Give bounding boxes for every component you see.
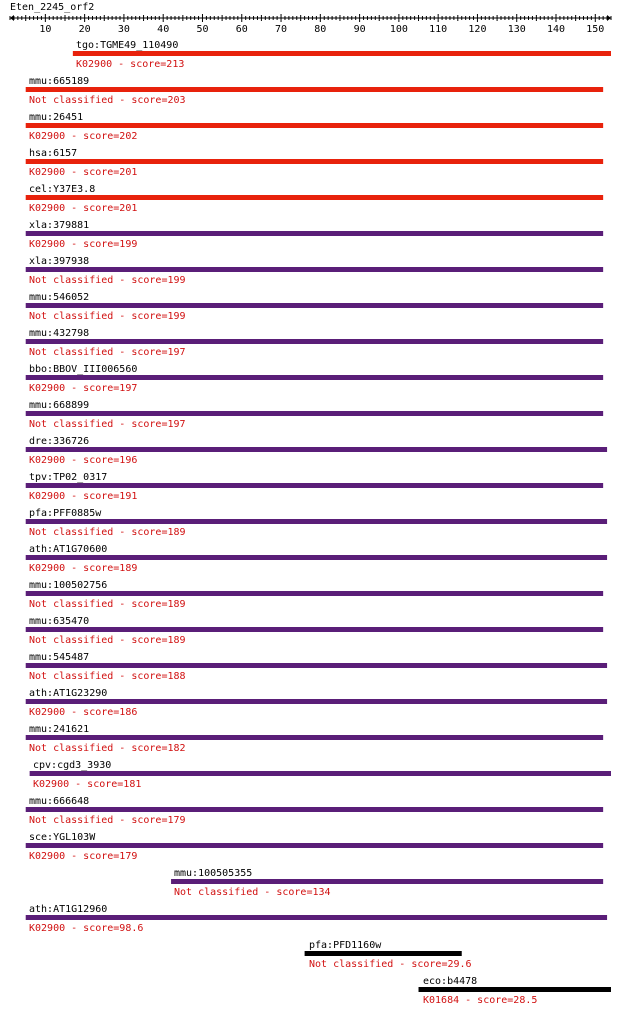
hit-row[interactable] <box>26 616 603 646</box>
axis-tick-label: 150 <box>586 24 605 35</box>
hit-row[interactable] <box>26 436 607 466</box>
hit-bar[interactable] <box>26 195 603 200</box>
ruler-axis <box>10 14 611 35</box>
hit-name[interactable]: bbo:BBOV_III006560 <box>29 364 138 375</box>
hit-bar[interactable] <box>26 699 607 704</box>
hit-name[interactable]: mmu:26451 <box>29 112 84 123</box>
hit-bar[interactable] <box>171 879 603 884</box>
hit-row[interactable] <box>26 256 603 286</box>
hit-row[interactable] <box>26 364 603 394</box>
hit-name[interactable]: mmu:665189 <box>29 76 90 87</box>
hit-subtitle: Not classified - score=203 <box>29 95 186 106</box>
hit-subtitle: K02900 - score=189 <box>29 563 138 574</box>
axis-tick-label: 70 <box>275 24 288 35</box>
hit-name[interactable]: cpv:cgd3_3930 <box>33 760 112 771</box>
hit-bar[interactable] <box>26 735 603 740</box>
hit-subtitle: K02900 - score=196 <box>29 455 138 466</box>
axis-tick-label: 20 <box>78 24 91 35</box>
hit-bar[interactable] <box>26 375 603 380</box>
hit-row[interactable] <box>26 724 603 754</box>
hit-list <box>26 40 611 1006</box>
hit-subtitle: K02900 - score=98.6 <box>29 923 144 934</box>
hit-bar[interactable] <box>26 303 603 308</box>
hit-bar[interactable] <box>26 627 603 632</box>
hit-name[interactable]: xla:397938 <box>29 256 90 267</box>
hit-row[interactable] <box>26 796 603 826</box>
hit-bar[interactable] <box>26 591 603 596</box>
hit-name[interactable]: dre:336726 <box>29 436 90 447</box>
hit-bar[interactable] <box>26 807 603 812</box>
hit-bar[interactable] <box>26 159 603 164</box>
hit-row[interactable] <box>26 400 603 430</box>
hit-subtitle: K02900 - score=179 <box>29 851 138 862</box>
hit-name[interactable]: eco:b4478 <box>423 976 478 987</box>
hit-bar[interactable] <box>26 447 607 452</box>
hit-bar[interactable] <box>26 663 607 668</box>
query-title: Eten_2245_orf2 <box>10 2 95 13</box>
hit-subtitle: K02900 - score=213 <box>76 59 185 70</box>
axis-tick-label: 130 <box>507 24 526 35</box>
axis-right-arrow <box>607 15 611 21</box>
hit-subtitle: Not classified - score=179 <box>29 815 186 826</box>
hit-name[interactable]: mmu:666648 <box>29 796 90 807</box>
hit-name[interactable]: tgo:TGME49_110490 <box>76 40 179 51</box>
hit-name[interactable]: ath:AT1G70600 <box>29 544 108 555</box>
hit-row[interactable] <box>26 688 607 718</box>
hit-name[interactable]: mmu:635470 <box>29 616 90 627</box>
hit-row[interactable] <box>26 328 603 358</box>
hit-name[interactable]: mmu:668899 <box>29 400 90 411</box>
axis-tick-label: 60 <box>235 24 248 35</box>
hit-subtitle: K02900 - score=191 <box>29 491 138 502</box>
hit-subtitle: K02900 - score=197 <box>29 383 138 394</box>
hit-row[interactable] <box>26 292 603 322</box>
axis-tick-label: 120 <box>468 24 487 35</box>
axis-tick-label: 40 <box>157 24 170 35</box>
hit-subtitle: Not classified - score=188 <box>29 671 186 682</box>
hit-subtitle: Not classified - score=189 <box>29 527 186 538</box>
hit-row[interactable] <box>73 40 611 70</box>
hit-row[interactable] <box>26 76 603 106</box>
hit-name[interactable]: pfa:PFF0885w <box>29 508 102 519</box>
hit-name[interactable]: mmu:241621 <box>29 724 90 735</box>
hit-row[interactable] <box>419 976 611 1006</box>
hit-subtitle: K01684 - score=28.5 <box>423 995 538 1006</box>
hit-name[interactable]: mmu:432798 <box>29 328 90 339</box>
hit-name[interactable]: tpv:TP02_0317 <box>29 472 108 483</box>
hit-row[interactable] <box>26 904 607 934</box>
hit-bar[interactable] <box>26 411 603 416</box>
hit-row[interactable] <box>26 112 603 142</box>
hit-row[interactable] <box>26 184 603 214</box>
hit-row[interactable] <box>26 508 607 538</box>
hit-subtitle: K02900 - score=202 <box>29 131 138 142</box>
hit-bar[interactable] <box>305 951 462 956</box>
hit-name[interactable]: mmu:545487 <box>29 652 90 663</box>
axis-tick-label: 80 <box>314 24 327 35</box>
hit-bar[interactable] <box>26 339 603 344</box>
hit-subtitle: Not classified - score=189 <box>29 635 186 646</box>
hit-subtitle: K02900 - score=201 <box>29 167 138 178</box>
hit-subtitle: Not classified - score=189 <box>29 599 186 610</box>
axis-tick-label: 10 <box>39 24 52 35</box>
hit-name[interactable]: ath:AT1G12960 <box>29 904 108 915</box>
hit-subtitle: Not classified - score=134 <box>174 887 331 898</box>
hit-name[interactable]: ath:AT1G23290 <box>29 688 108 699</box>
hit-bar[interactable] <box>26 483 603 488</box>
hit-row[interactable] <box>26 220 603 250</box>
axis-tick-label: 140 <box>546 24 566 35</box>
axis-left-arrow <box>10 15 14 21</box>
hit-bar[interactable] <box>26 915 607 920</box>
hit-name[interactable]: mmu:100502756 <box>29 580 108 591</box>
hit-name[interactable]: pfa:PFD1160w <box>309 940 382 951</box>
hit-name[interactable]: sce:YGL103W <box>29 832 96 843</box>
hit-name[interactable]: mmu:100505355 <box>174 868 253 879</box>
axis-tick-label: 90 <box>353 24 366 35</box>
hit-row[interactable] <box>305 940 472 970</box>
hit-subtitle: Not classified - score=199 <box>29 311 186 322</box>
hit-subtitle: K02900 - score=201 <box>29 203 138 214</box>
hit-subtitle: Not classified - score=29.6 <box>309 959 472 970</box>
hit-bar[interactable] <box>73 51 611 56</box>
hit-subtitle: Not classified - score=199 <box>29 275 186 286</box>
hit-bar[interactable] <box>419 987 611 992</box>
hit-bar[interactable] <box>26 843 603 848</box>
hit-bar[interactable] <box>26 267 603 272</box>
axis-tick-label: 30 <box>117 24 130 35</box>
hit-bar[interactable] <box>26 231 603 236</box>
hit-row[interactable] <box>171 868 603 898</box>
hit-bar[interactable] <box>26 123 603 128</box>
hit-row[interactable] <box>26 580 603 610</box>
hit-row[interactable] <box>26 544 607 574</box>
hit-subtitle: Not classified - score=197 <box>29 347 186 358</box>
hit-bar[interactable] <box>30 771 611 776</box>
hit-name[interactable]: cel:Y37E3.8 <box>29 184 96 195</box>
hit-subtitle: Not classified - score=197 <box>29 419 186 430</box>
hit-bar[interactable] <box>26 87 603 92</box>
axis-tick-label: 50 <box>196 24 209 35</box>
axis-tick-label: 110 <box>429 24 448 35</box>
hit-row[interactable] <box>26 652 607 682</box>
hit-row[interactable] <box>26 472 603 502</box>
hit-name[interactable]: xla:379881 <box>29 220 90 231</box>
hit-row[interactable] <box>26 148 603 178</box>
hit-bar[interactable] <box>26 519 607 524</box>
hit-subtitle: K02900 - score=181 <box>33 779 142 790</box>
hit-name[interactable]: hsa:6157 <box>29 148 78 159</box>
hit-bar[interactable] <box>26 555 607 560</box>
hit-subtitle: Not classified - score=182 <box>29 743 186 754</box>
hit-row[interactable] <box>30 760 611 790</box>
hit-name[interactable]: mmu:546052 <box>29 292 90 303</box>
axis-tick-label: 100 <box>389 24 408 35</box>
hit-subtitle: K02900 - score=186 <box>29 707 138 718</box>
hit-row[interactable] <box>26 832 603 862</box>
hit-subtitle: K02900 - score=199 <box>29 239 138 250</box>
